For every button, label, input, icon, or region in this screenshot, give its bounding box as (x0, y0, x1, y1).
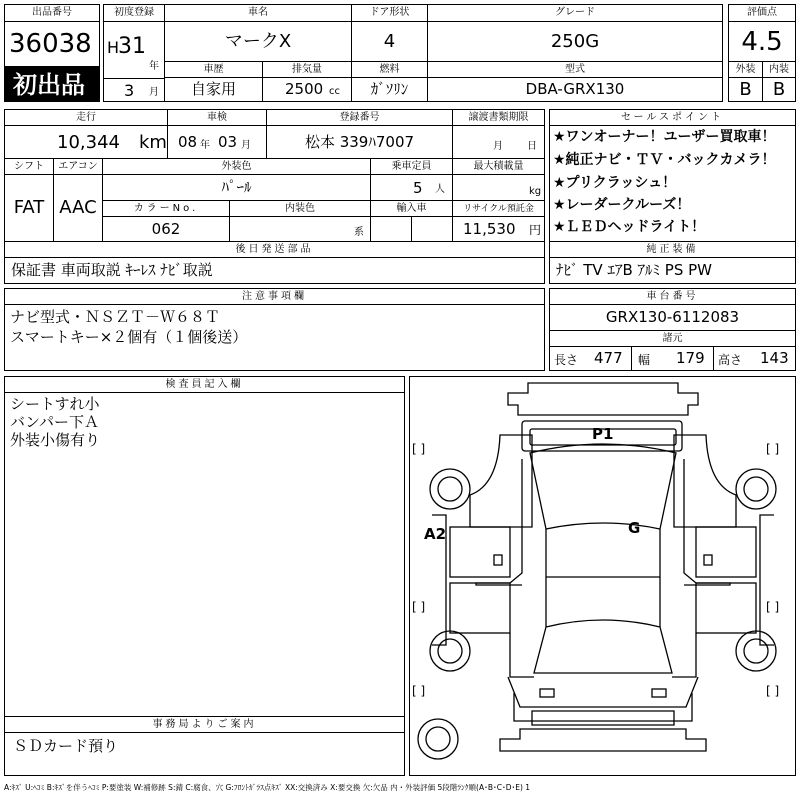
bracket-right-top: [ ] (766, 442, 780, 456)
door-label-cell (351, 4, 428, 22)
bracket-left-bot: [ ] (412, 684, 426, 698)
fuel-cell (351, 77, 428, 102)
fuel-label-cell (351, 61, 428, 78)
import-cell-a (370, 216, 412, 242)
capacity-cell (370, 174, 453, 201)
ext-color-label-cell (102, 158, 371, 175)
displacement-label: 排気量 (292, 64, 322, 75)
reg-no-cell (266, 125, 453, 159)
legend: A:ｷｽﾞ U:ﾍｺﾐ B:ｷｽﾞを伴うﾍｺﾐ P:要塗装 W:補修跡 S:錆 C:腐食、穴 G:ﾌﾛﾝﾄｶﾞﾗｽ点ｷｽﾞ XX:交換済み X:要交換 欠:欠品 内・外装評価 5段階ﾗﾝｸ順(A･B･C･D･E) 1 (4, 783, 531, 792)
first-reg-label-cell (103, 4, 165, 22)
load-cell (452, 174, 545, 201)
dims-label: 諸元 (662, 333, 683, 344)
office-label: 事務局よりご案内 (152, 719, 257, 730)
grade: 250G (550, 31, 600, 52)
mileage: 10,344 (57, 132, 120, 153)
interior-label: 内装 (769, 64, 789, 75)
notes-label-cell (4, 288, 545, 305)
displacement-cell (262, 77, 352, 102)
color-no-label: カラーNo. (133, 203, 199, 214)
interior-cell (762, 77, 796, 102)
bracket-right-mid: [ ] (766, 600, 780, 614)
transfer-label: 譲渡書類期限 (468, 112, 529, 123)
model-label-cell (427, 61, 723, 78)
model-cell (427, 77, 723, 102)
inspector-line-3: 外装小傷有り (10, 431, 101, 449)
inspector-box (4, 392, 405, 717)
bracket-right-bot: [ ] (766, 684, 780, 698)
chassis-label-cell (549, 288, 796, 305)
length: 477 (594, 349, 623, 367)
shift-cell (4, 174, 54, 242)
grade-cell (427, 21, 723, 62)
reg-no-label-cell (266, 109, 453, 126)
inspector-label: 検査員記入欄 (165, 379, 244, 390)
reg-month-unit: 月 (149, 87, 159, 98)
model-label: 型式 (565, 64, 585, 75)
inspection-label: 車検 (207, 112, 227, 123)
import-cell-b (411, 216, 453, 242)
later-parts-label: 後日発送部品 (235, 244, 314, 255)
sales-point-2: ★純正ナビ・ＴＶ・バックカメラ！ (553, 152, 776, 168)
insp-month: 03 (218, 133, 238, 151)
first-reg-label: 初度登録 (114, 7, 154, 18)
first-listing-badge (4, 66, 100, 102)
chassis-cell (549, 304, 796, 331)
shift: FAT (13, 197, 45, 218)
capacity-unit: 人 (435, 184, 445, 195)
office-note: ＳＤカード預り (13, 737, 119, 755)
load-label: 最大積載量 (473, 161, 524, 172)
displacement: 2500 (285, 80, 324, 98)
sales-point-3: ★プリクラッシュ！ (553, 175, 677, 191)
sales-point-5: ★ＬＥＤヘッドライト！ (553, 219, 706, 235)
width: 179 (676, 349, 705, 367)
int-color-label-cell (229, 200, 371, 217)
load-unit: kg (529, 186, 542, 197)
damage-mark-a2: A2 (424, 525, 447, 543)
height: 143 (760, 349, 789, 367)
history-label-cell (164, 61, 263, 78)
grade-label-cell (427, 4, 723, 22)
lot-no-label: 出品番号 (32, 7, 72, 18)
first-reg-year-cell (103, 21, 165, 79)
notes-box (4, 304, 545, 371)
ac-label-cell (53, 158, 103, 175)
shift-label: シフト (14, 161, 44, 172)
inspector-line-2: バンパー下Ａ (10, 413, 99, 431)
length-label: 長さ (554, 353, 579, 367)
notes-label: 注意事項欄 (242, 291, 307, 302)
transfer-day-unit: 日 (527, 141, 537, 152)
transfer-label-cell (452, 109, 545, 126)
dims-length-cell (549, 346, 632, 371)
car-name-cell (164, 21, 352, 62)
mileage-label-cell (4, 109, 168, 126)
equipment-label-cell (549, 241, 796, 258)
model: DBA-GRX130 (525, 80, 625, 98)
score-label-cell (728, 4, 796, 22)
height-label: 高さ (718, 353, 743, 367)
interior-label-cell (762, 61, 796, 78)
equipment-cell (549, 257, 796, 284)
recycle-cell (452, 216, 545, 242)
chassis-no: GRX130-6112083 (605, 308, 740, 326)
inspection-label-cell (167, 109, 267, 126)
capacity: 5 (413, 179, 423, 197)
office-label-cell (4, 716, 405, 733)
width-label: 幅 (638, 353, 651, 367)
insp-year: 08 (178, 133, 198, 151)
fuel-label: 燃料 (379, 64, 400, 75)
note-line-2: スマートキー×２個有（１個後送） (10, 328, 248, 346)
import-label-cell (370, 200, 453, 217)
mileage-cell (4, 125, 168, 159)
int-color-unit: 系 (354, 227, 364, 238)
reg-month: 3 (124, 81, 135, 100)
door-cell (351, 21, 428, 62)
dims-width-cell (631, 346, 714, 371)
first-reg-month-cell (103, 78, 165, 102)
reg-year: 31 (118, 34, 146, 59)
recycle-unit: 円 (529, 223, 542, 237)
inspector-line-1: シートすれ小 (10, 395, 100, 413)
sales-points-box (549, 125, 796, 242)
damage-diagram-panel (409, 376, 796, 776)
reg-year-unit: 年 (149, 61, 159, 72)
capacity-label: 乗車定員 (391, 161, 432, 172)
transfer-cell (452, 125, 545, 159)
reg-no-label: 登録番号 (339, 112, 380, 123)
era: H (107, 38, 120, 57)
displacement-label-cell (262, 61, 352, 78)
sales-points-label-cell (549, 109, 796, 126)
sales-point-4: ★レーダークルーズ！ (553, 197, 691, 213)
load-label-cell (452, 158, 545, 175)
inspector-label-cell (4, 376, 405, 393)
later-parts-label-cell (4, 241, 545, 258)
later-parts-cell (4, 257, 545, 284)
office-box (4, 732, 405, 776)
insp-month-unit: 月 (241, 140, 251, 151)
history-cell (164, 77, 263, 102)
import-label: 輸入車 (396, 203, 427, 214)
reg-no: 松本 339ﾊ7007 (304, 133, 415, 151)
bracket-left-mid: [ ] (412, 600, 426, 614)
int-color-cell (229, 216, 371, 242)
ac-label: エアコン (58, 161, 98, 172)
dims-label-cell (549, 330, 796, 347)
transfer-month-unit: 月 (493, 141, 503, 152)
ext-color-label: 外装色 (221, 161, 252, 172)
ext-color: ﾊﾟｰﾙ (221, 178, 252, 196)
damage-mark-p1: P1 (592, 425, 614, 443)
shift-label-cell (4, 158, 54, 175)
equipment-label: 純正装備 (646, 244, 699, 255)
mileage-label: 走行 (76, 112, 96, 123)
sales-points-label: セールスポイント (620, 112, 725, 123)
exterior-grade: B (739, 79, 752, 100)
history: 自家用 (190, 80, 236, 98)
lot-no-label-cell (4, 4, 100, 22)
insp-year-unit: 年 (200, 140, 210, 151)
grade-label: グレード (555, 7, 595, 18)
bracket-left-top: [ ] (412, 442, 426, 456)
displacement-unit: cc (329, 86, 340, 97)
score-cell (728, 21, 796, 62)
first-listing-text: 初出品 (13, 71, 85, 99)
inspection-cell (167, 125, 267, 159)
vehicle-diagram (410, 377, 795, 775)
capacity-label-cell (370, 158, 453, 175)
later-parts: 保証書 車両取説 ｷｰﾚｽ ﾅﾋﾞ取説 (11, 261, 213, 279)
car-name-label: 車名 (248, 7, 268, 18)
exterior-label-cell (728, 61, 763, 78)
recycle: 11,530 (463, 220, 516, 238)
exterior-cell (728, 77, 763, 102)
car-name-label-cell (164, 4, 352, 22)
color-no: 062 (151, 220, 181, 238)
recycle-label: リサイクル預託金 (463, 204, 534, 214)
dims-height-cell (713, 346, 796, 371)
int-color-label: 内装色 (285, 203, 315, 214)
door-label: ドア形状 (369, 7, 410, 18)
ext-color-cell (102, 174, 371, 201)
color-no-cell (102, 216, 230, 242)
ac-cell (53, 174, 103, 242)
exterior-label: 外装 (735, 64, 756, 75)
chassis-label: 車台番号 (646, 291, 699, 302)
score: 4.5 (741, 27, 783, 57)
fuel: ｶﾞｿﾘﾝ (370, 80, 409, 98)
mileage-unit: km (139, 132, 167, 153)
note-line-1: ナビ型式・ＮＳＺＴ－Ｗ６８Ｔ (10, 308, 221, 326)
equipment: ﾅﾋﾞ TV ｴｱB ｱﾙﾐ PS PW (556, 261, 712, 279)
recycle-label-cell (452, 200, 545, 217)
color-no-label-cell (102, 200, 230, 217)
history-label: 車歴 (203, 64, 224, 75)
interior-grade: B (772, 79, 786, 100)
lot-no-cell (4, 21, 100, 67)
ac: AAC (59, 197, 97, 218)
sales-point-1: ★ワンオーナー！ユーザー買取車！ (553, 129, 776, 145)
car-name: マークX (224, 31, 292, 52)
door: 4 (383, 31, 396, 52)
damage-mark-g: G (628, 519, 641, 537)
lot-no: 36038 (9, 29, 92, 59)
score-label: 評価点 (747, 7, 777, 18)
